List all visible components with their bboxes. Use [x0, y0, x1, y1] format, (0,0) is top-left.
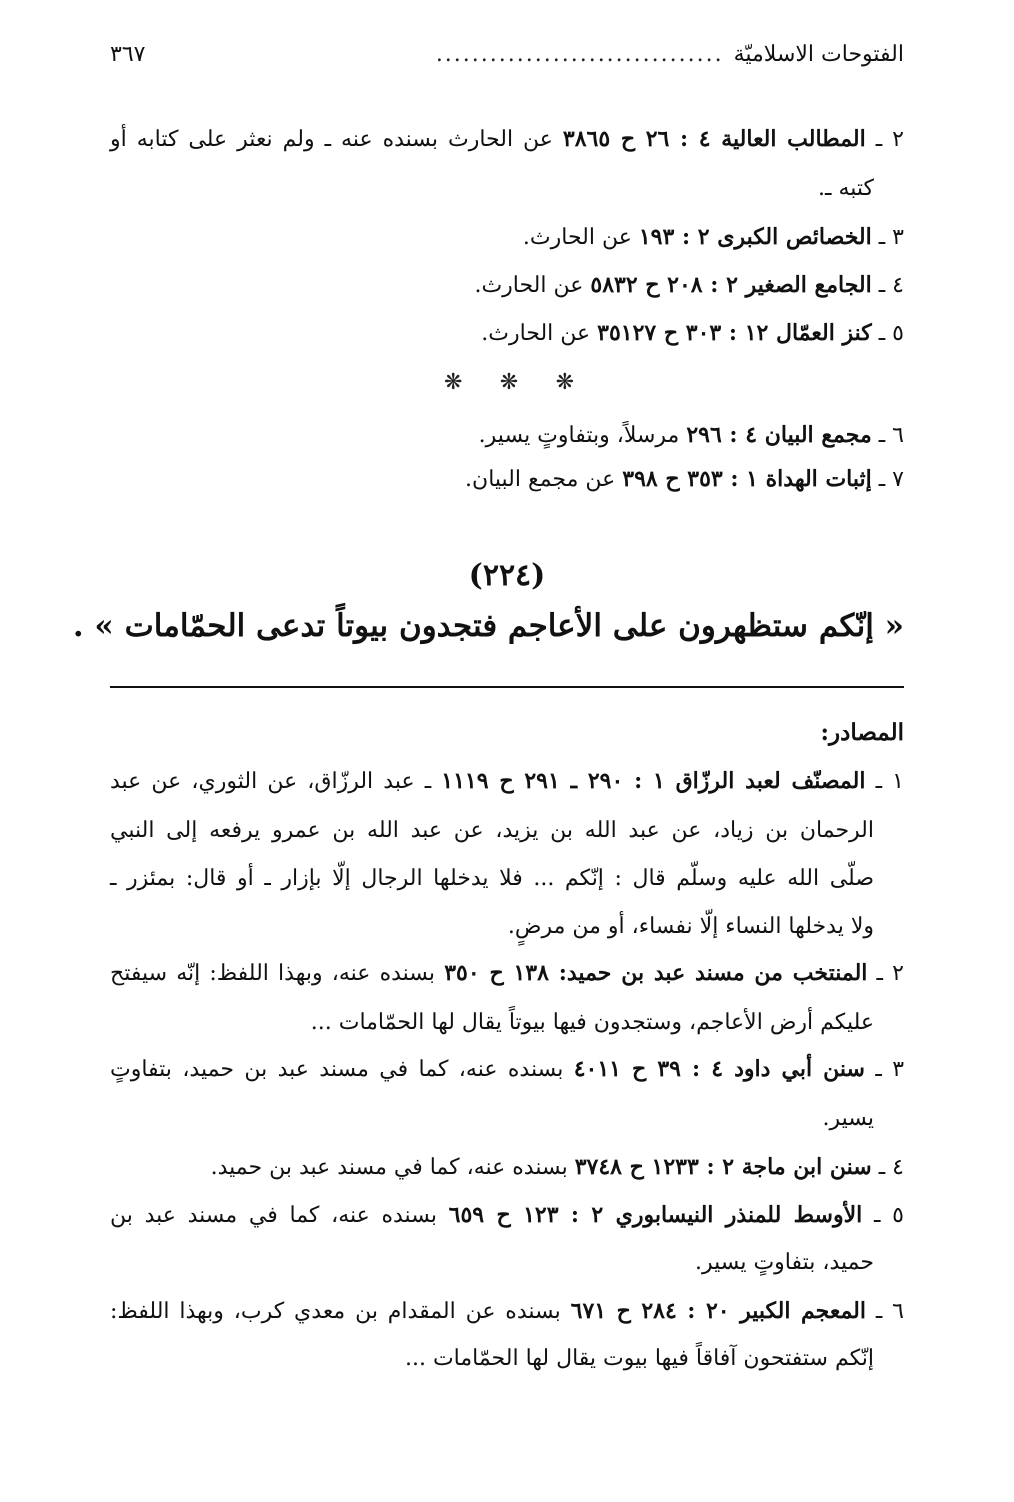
ref-continuation: كتبه ـ. — [818, 176, 874, 201]
source-continuation: الرحمان بن زياد، عن عبد الله بن يزيد، عن عبد الله بن عمرو يرفعه إلى النبي — [110, 818, 874, 843]
ref-source: الخصائص الكبرى ٢ : ١٩٣ — [638, 224, 872, 250]
ref-line: ٥ ـ كنز العمّال ١٢ : ٣٠٣ ح ٣٥١٢٧ عن الحارث. — [481, 320, 904, 346]
ref-source: إثبات الهداة ١ : ٣٥٣ ح ٣٩٨ — [622, 466, 872, 492]
ref-line: ٣ ـ الخصائص الكبرى ٢ : ١٩٣ عن الحارث. — [522, 224, 904, 250]
star-ornament-icon: ❋ — [444, 370, 463, 395]
page-number: ٣٦٧ — [110, 42, 146, 67]
ref-text: عن الحارث بسنده عنه ـ ولم نعثر على كتابه أو — [110, 127, 563, 152]
star-ornament-icon: ❋ — [555, 370, 574, 395]
sources-heading: المصادر: — [820, 719, 904, 746]
ref-text: عن الحارث. — [522, 225, 639, 250]
star-ornament-icon: ❋ — [499, 370, 519, 395]
source-continuation: ولا يدخلها النساء إلّا نفساء، أو من مرضٍ. — [507, 914, 874, 939]
ref-text: عن الحارث. — [474, 273, 591, 298]
hadith-number: (٢٢٤) — [468, 558, 546, 593]
source-line: ٣ ـ سنن أبي داود ٤ : ٣٩ ح ٤٠١١ بسنده عنه، كما في مسند عبد بن حميد، بتفاوتٍ — [110, 1056, 905, 1082]
source-continuation: إنّكم ستفتحون آفاقاً فيها بيوت يقال لها الحمّامات ... — [404, 1346, 874, 1371]
ref-source: المطالب العالية ٤ : ٢٦ ح ٣٨٦٥ — [562, 126, 866, 152]
ref-text: مرسلاً، وبتفاوتٍ يسير. — [478, 423, 687, 448]
source-text: بسنده عن المقدام بن معدي كرب، وبهذا اللفظ: — [110, 1299, 571, 1324]
source-title: المنتخب من مسند عبد بن حميد: ١٣٨ ح ٣٥٠ — [444, 960, 868, 986]
source-continuation: يسير. — [822, 1106, 874, 1131]
source-line: ١ ـ المصنّف لعبد الرزّاق ١ : ٢٩٠ ـ ٢٩١ ح ١١١٩ ـ عبد الرزّاق، عن الثوري، عن عبد — [110, 768, 904, 794]
source-title: الأوسط للمنذر النيسابوري ٢ : ١٢٣ ح ٦٥٩ — [448, 1202, 863, 1228]
source-title: المصنّف لعبد الرزّاق ١ : ٢٩٠ ـ ٢٩١ ح ١١١٩ — [441, 768, 866, 794]
source-continuation: حميد، بتفاوتٍ يسير. — [694, 1250, 874, 1275]
source-title: سنن أبي داود ٤ : ٣٩ ح ٤٠١١ — [573, 1056, 865, 1082]
source-text: بسنده عنه، كما في مسند عبد بن حميد. — [210, 1155, 575, 1180]
source-number: ٣ — [892, 1057, 905, 1082]
source-line: ٦ ـ المعجم الكبير ٢٠ : ٢٨٤ ح ٦٧١ بسنده عن المقدام بن معدي كرب، وبهذا اللفظ: — [110, 1298, 904, 1324]
source-text: بسنده عنه، كما في مسند عبد بن — [110, 1203, 449, 1228]
ref-line: ٤ ـ الجامع الصغير ٢ : ٢٠٨ ح ٥٨٣٢ عن الحارث. — [474, 272, 904, 298]
source-text: بسنده عنه، وبهذا اللفظ: إنّه سيفتح — [110, 961, 445, 986]
source-number: ٦ — [892, 1299, 904, 1324]
source-number: ١ — [892, 769, 904, 794]
hadith-text: « إنّكم ستظهرون على الأعاجم فتجدون بيوتاً تدعى الحمّامات » . — [72, 608, 904, 644]
ref-text: عن مجمع البيان. — [465, 467, 623, 492]
ref-line: ٧ ـ إثبات الهداة ١ : ٣٥٣ ح ٣٩٨ عن مجمع البيان. — [465, 466, 904, 492]
ref-line: ٢ ـ المطالب العالية ٤ : ٢٦ ح ٣٨٦٥ عن الحارث بسنده عنه ـ ولم نعثر على كتابه أو — [110, 126, 904, 152]
source-number: ٥ — [892, 1203, 904, 1228]
ref-source: مجمع البيان ٤ : ٢٩٦ — [686, 422, 872, 448]
ref-number: ٢ — [892, 127, 904, 152]
ref-source: كنز العمّال ١٢ : ٣٠٣ ح ٣٥١٢٧ — [597, 320, 872, 346]
ref-source: الجامع الصغير ٢ : ٢٠٨ ح ٥٨٣٢ — [590, 272, 872, 298]
source-number: ٢ — [892, 961, 904, 986]
source-line: ٥ ـ الأوسط للمنذر النيسابوري ٢ : ١٢٣ ح ٦٥٩ بسنده عنه، كما في مسند عبد بن — [110, 1202, 904, 1228]
source-title: سنن ابن ماجة ٢ : ١٢٣٣ ح ٣٧٤٨ — [574, 1154, 872, 1180]
running-header — [110, 42, 904, 67]
ref-number: ٤ — [892, 273, 904, 298]
ref-line: ٦ ـ مجمع البيان ٤ : ٢٩٦ مرسلاً، وبتفاوتٍ يسير. — [478, 422, 904, 448]
section-separator — [444, 368, 574, 398]
source-text: بسنده عنه، كما في مسند عبد بن حميد، بتفاوتٍ — [110, 1057, 574, 1082]
source-continuation: عليكم أرض الأعاجم، وستجدون فيها بيوتاً يقال لها الحمّامات ... — [310, 1010, 874, 1035]
source-number: ٤ — [892, 1155, 904, 1180]
dot-leader: ................................ — [435, 42, 724, 67]
source-text: ـ عبد الرزّاق، عن الثوري، عن عبد — [110, 769, 442, 794]
source-line: ٢ ـ المنتخب من مسند عبد بن حميد: ١٣٨ ح ٣٥٠ بسنده عنه، وبهذا اللفظ: إنّه سيفتح — [110, 960, 904, 986]
source-continuation: صلّى الله عليه وسلّم قال : إنّكم ... فلا يدخلها الرجال إلّا بإزار ـ أو قال: بمئزر ـ — [110, 866, 874, 891]
ref-number: ٦ — [892, 423, 904, 448]
ref-number: ٥ — [892, 321, 904, 346]
ref-number: ٧ — [892, 467, 904, 492]
book-title: الفتوحات الاسلاميّة — [733, 42, 904, 67]
ref-number: ٣ — [892, 225, 904, 250]
source-title: المعجم الكبير ٢٠ : ٢٨٤ ح ٦٧١ — [570, 1298, 866, 1324]
divider-rule — [110, 686, 904, 688]
ref-text: عن الحارث. — [481, 321, 598, 346]
source-line: ٤ ـ سنن ابن ماجة ٢ : ١٢٣٣ ح ٣٧٤٨ بسنده عنه، كما في مسند عبد بن حميد. — [210, 1154, 904, 1180]
